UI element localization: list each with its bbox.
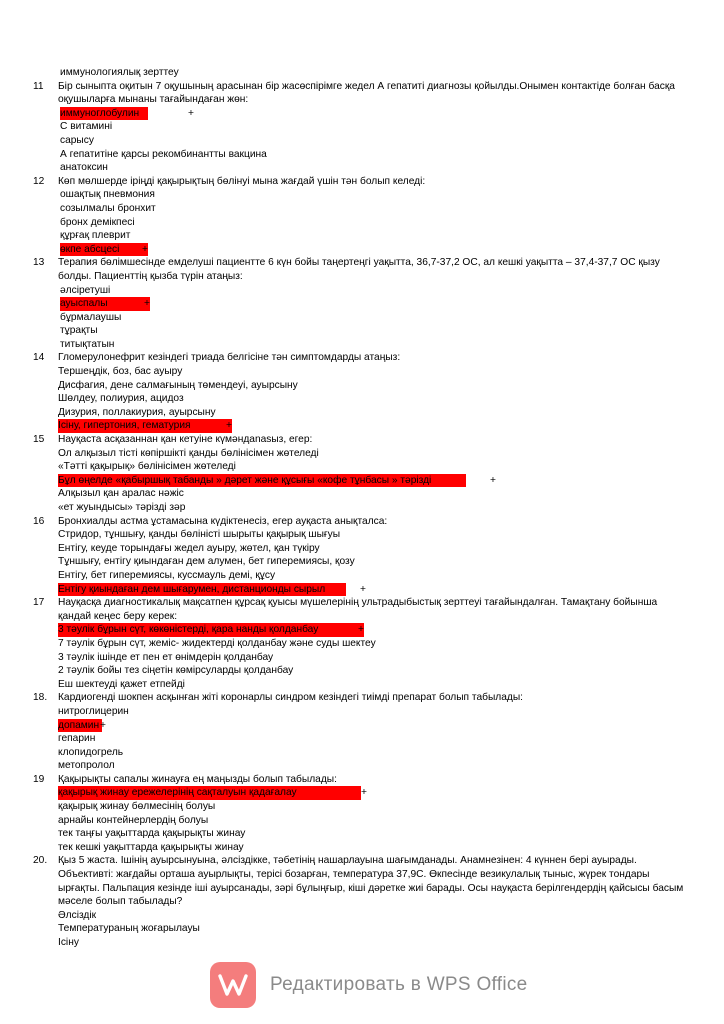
answer-option: құрғақ плеврит (60, 230, 131, 242)
correct-answer-highlight: қақырық жинау ережелерінің сақталуын қадағалау (58, 786, 361, 800)
answer-option (33, 623, 693, 637)
question-17 (33, 596, 693, 623)
answer-option (33, 719, 693, 733)
question-13 (33, 256, 693, 283)
question-19 (33, 773, 693, 787)
answer-option: Дисфагия, дене салмағының төмендеуі, ауырсыну (58, 379, 298, 391)
correct-answer-highlight: Ентігу қиындаған дем шығарумен, дистанционды сырыл (58, 583, 346, 597)
correct-mark: + (226, 420, 232, 432)
answer-option: клопидогрель (58, 746, 124, 758)
answer-option (33, 419, 693, 433)
answer-option: 2 тәулік бойы тез сіңетін көмірсуларды қолданбау (58, 665, 294, 677)
correct-mark: + (144, 298, 150, 310)
wps-edit-banner[interactable] (210, 961, 528, 1009)
lead-line: иммунологиялық зерттеу (60, 67, 179, 78)
answer-option: қақырық жинау бөлмесінің болуы (58, 801, 216, 813)
answer-option (33, 474, 693, 488)
answer-option: Ол алқызыл тісті көпіршікті қанды бөлінісімен жөтеледі (58, 447, 319, 459)
question-text: Науқасқа диагностикалық мақсатпен құрсақ қуысы мүшелерінің ультрадыбыстық зерттеуі тағайындалған. Тамақтану бойынша қандай кеңес беру керек: (58, 597, 658, 622)
answer-option (33, 297, 693, 311)
correct-mark: + (360, 583, 366, 595)
question-number: 18. (33, 692, 48, 704)
question-16 (33, 515, 693, 529)
answer-option: тек таңғы уақыттарда қақырықты жинау (58, 828, 246, 840)
question-text: Науқаста асқазаннан қан кетуіне күмәндanasыз, егер: (58, 434, 313, 446)
correct-mark: + (100, 719, 106, 731)
answer-option: «ет жуындысы» тәрізді зәр (58, 502, 186, 513)
correct-mark: + (358, 624, 364, 636)
answer-option: созылмалы бронхит (60, 202, 156, 214)
answer-option: бұрмалаушы (60, 311, 122, 323)
answer-option: Шөлдеу, полиурия, ацидоз (58, 393, 184, 405)
question-text: Қақырықты сапалы жинауға ең маңызды болып табылады: (58, 773, 337, 785)
wps-logo-icon (210, 962, 256, 1008)
question-text: Бронхиалды астма ұстамасына күдіктенесіз, егер ауқаста анықталса: (58, 515, 388, 527)
answer-option: А гепатитіне қарсы рекомбинантты вакцина (60, 148, 267, 160)
document-body (33, 66, 693, 950)
answer-option: метопролол (58, 760, 115, 772)
question-number: 17 (33, 597, 45, 609)
answer-option: сарысу (60, 134, 94, 146)
answer-option (33, 243, 693, 257)
answer-option: Ісіну (58, 937, 79, 948)
answer-option: Еш шектеуді қажет етпейді (58, 678, 185, 690)
answer-option: Температураның жоғарылауы (58, 923, 200, 935)
answer-option: ошақтық пневмония (60, 189, 155, 201)
question-number: 14 (33, 352, 45, 364)
answer-option: Тұншығу, ентігу қиындаған дем алумен, бет гиперемиясы, қозу (58, 556, 355, 568)
answer-option: бронх демікпесі (60, 216, 135, 228)
question-15 (33, 433, 693, 447)
correct-mark: + (142, 243, 148, 255)
question-number: 12 (33, 175, 45, 187)
question-number: 11 (33, 80, 44, 92)
answer-option: 3 тәулік ішінде ет пен ет өнімдерін қолданбау (58, 651, 274, 663)
correct-answer-highlight: Ісіну, гипертония, гематурия (58, 419, 232, 433)
question-11 (33, 80, 693, 107)
answer-option: Дизурия, поллакиурия, ауырсыну (58, 406, 216, 418)
question-number: 19 (33, 773, 45, 785)
correct-answer-highlight: өкпе абсцесі (60, 243, 148, 257)
answer-option: әлсіретуші (60, 284, 111, 296)
answer-option (33, 107, 693, 121)
question-text: Көп мөлшерде іріңді қақырықтың бөлінуі мына жағдай үшін тән болып келеді: (58, 175, 426, 187)
answer-option: Әлсіздік (58, 909, 97, 921)
answer-option: гепарин (58, 733, 96, 745)
question-text: Кардиогенді шокпен асқынған жіті коронарлы синдром кезіндегі тиімді препарат болып табылады: (58, 692, 523, 704)
wps-edit-label: Редактировать в WPS Office (270, 974, 528, 996)
answer-option: Ентігу, кеуде торындағы жедел ауыру, жөтел, қан түкіру (58, 542, 320, 554)
question-number: 15 (33, 434, 45, 446)
answer-option: тұрақты (60, 325, 98, 337)
answer-option: арнайы контейнерлердің болуы (58, 814, 209, 826)
correct-answer-highlight: иммуноглобулин (60, 107, 148, 121)
question-text: Гломерулонефрит кезіндегі триада белгісіне тән симптомдарды атаңыз: (58, 352, 401, 364)
answer-option: Ентігу, бет гиперемиясы, куссмауль демі, құсу (58, 569, 276, 581)
question-text: Терапия бөлімшесінде емделуші пациентте 6 күн бойы таңертеңгі уақытта, 36,7-37,2 ОС, ал кешкі уақытта – 37,4-37,7 ОС қызу болды. Пациенттің қызба түрін атаңыз: (58, 257, 660, 282)
answer-option: Стридор, тұншығу, қанды бөліністі шырыты қақырық шығуы (58, 529, 341, 541)
question-number: 20. (33, 855, 48, 867)
correct-answer-highlight: Бұл өңелде «қабыршық табанды » дәрет және құсығы «кофе тұнбасы » тәрізді (58, 474, 466, 488)
answer-option: Алқызыл қан аралас нәжіс (58, 488, 184, 500)
answer-option: 7 тәулік бұрын сүт, жеміс- жидектерді қолданбау және суды шектеу (58, 637, 376, 649)
answer-option: анатоксин (60, 162, 108, 174)
answer-option: С витамині (60, 121, 113, 133)
correct-mark: + (361, 787, 367, 799)
correct-mark: + (188, 107, 194, 119)
question-text: Бір сыныпта оқитын 7 оқушының арасынан бір жасөспірімге жедел А гепатиті диагнозы қойылды.Онымен контактіде болған басқа оқушыларға мынаны тағайындаған жөн: (58, 80, 675, 106)
answer-option: «Тәтті қақырық» бөлінісімен жөтеледі (58, 461, 236, 473)
question-14 (33, 351, 693, 365)
answer-option (33, 786, 693, 800)
question-number: 16 (33, 515, 45, 527)
correct-answer-highlight: ауыспалы (60, 297, 150, 311)
answer-option: нитроглицерин (58, 705, 129, 717)
correct-mark: + (490, 474, 496, 486)
answer-option: Тершеңдік, боз, бас ауыру (58, 366, 183, 378)
question-12 (33, 175, 693, 189)
answer-option (33, 583, 693, 597)
correct-answer-highlight: допамин (58, 719, 102, 733)
question-18 (33, 691, 693, 705)
correct-answer-highlight: 3 тәулік бұрын сүт, көкөністерді, қара нанды қолданбау (58, 623, 364, 637)
answer-option: титықтатын (60, 338, 115, 350)
question-20 (33, 854, 693, 908)
question-number: 13 (33, 257, 45, 269)
answer-option: тек кешкі уақыттарда қақырықты жинау (58, 841, 244, 853)
question-text: Қыз 5 жаста. Ішінің ауырсынуына, әлсіздікке, тәбетінің нашарлауына шағымданады. Анамнезінен: 4 күннен бері ауырады. Объективті: жағдайы орташа ауырлықты, терісі бозарған, температура 37,9С. Өкпесінде везикулалық тыныс, жүрек тондары ырғақты. Пальпация кезінде іші ауырсанады, зәрі бұлыңғыр, кіші дәретке жиі барады. Осы науқаста берілгендердің қайсысы басым мәселе болып табылады? (58, 855, 684, 908)
